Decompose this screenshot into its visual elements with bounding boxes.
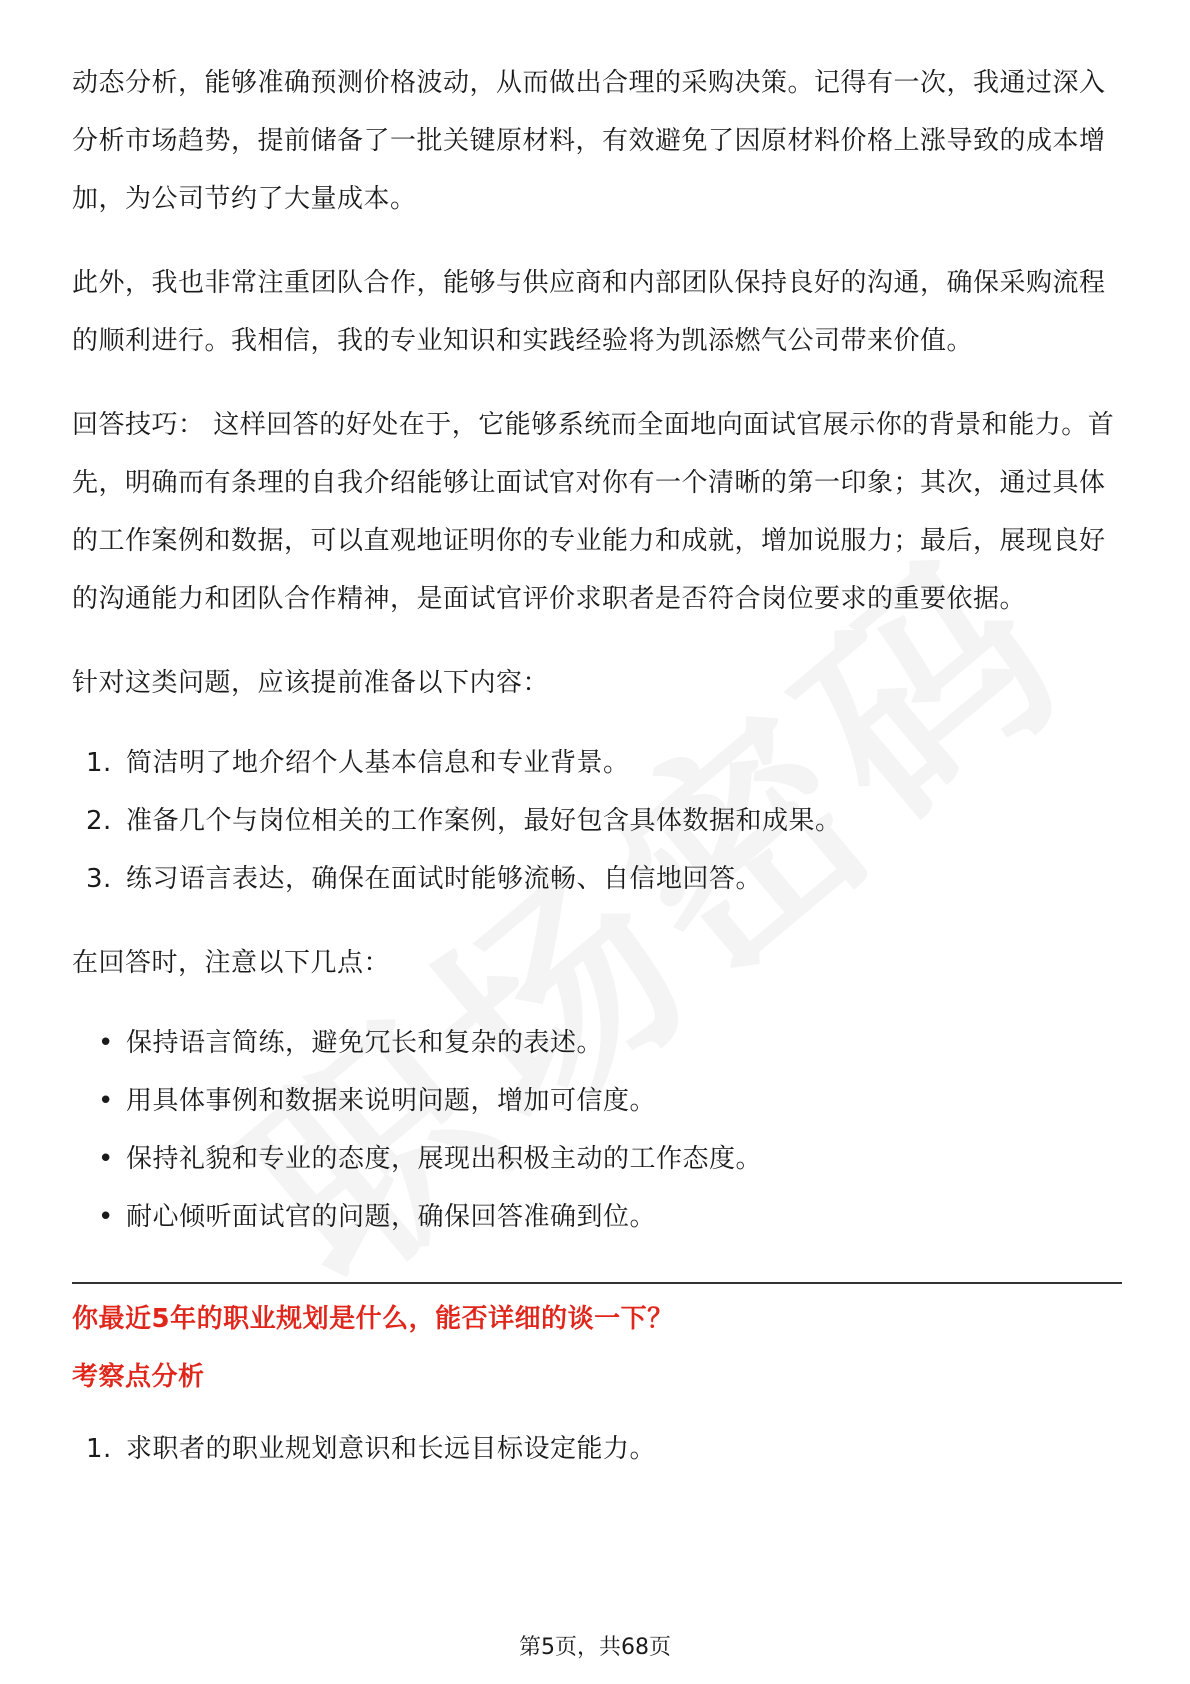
list-item-text: 用具体事例和数据来说明问题，增加可信度。	[126, 1086, 657, 1116]
bullet-icon: •	[98, 1086, 114, 1116]
list-number: 1.	[86, 1434, 112, 1464]
list-item	[72, 792, 1122, 850]
list-item-text: 保持语言简练，避免冗长和复杂的表述。	[126, 1028, 604, 1058]
list-item-text: 求职者的职业规划意识和长远目标设定能力。	[126, 1434, 657, 1464]
question-heading: 你最近5年的职业规划是什么，能否详细的谈一下？	[72, 1304, 674, 1334]
section-divider	[72, 1282, 1122, 1284]
bullet-icon: •	[98, 1028, 114, 1058]
list-item	[72, 1188, 1122, 1246]
paragraph-answer-tips: 回答技巧： 这样回答的好处在于，它能够系统而全面地向面试官展示你的背景和能力。首先，明确而有条理的自我介绍能够让面试官对你有一个清晰的第一印象；其次，通过具体的工作案例和数据，可以直观地证明你的专业能力和成就，增加说服力；最后，展现良好的沟通能力和团队合作精神，是面试官评价求职者是否符合岗位要求的重要依据。	[72, 410, 1115, 614]
list-item	[72, 1420, 1122, 1478]
list-item	[72, 1130, 1122, 1188]
list-number: 1.	[86, 748, 112, 778]
list-item	[72, 1014, 1122, 1072]
paragraph-teamwork: 此外，我也非常注重团队合作，能够与供应商和内部团队保持良好的沟通，确保采购流程的顺利进行。我相信，我的专业知识和实践经验将为凯添燃气公司带来价值。	[72, 268, 1106, 356]
paragraph-experience: 动态分析，能够准确预测价格波动，从而做出合理的采购决策。记得有一次，我通过深入分析市场趋势，提前储备了一批关键原材料，有效避免了因原材料价格上涨导致的成本增加，为公司节约了大量成本。	[72, 68, 1106, 214]
list-item	[72, 734, 1122, 792]
list-item-text: 准备几个与岗位相关的工作案例，最好包含具体数据和成果。	[126, 806, 842, 836]
document-body	[72, 54, 1122, 1504]
tips-list	[72, 1014, 1122, 1246]
list-item-text: 耐心倾听面试官的问题，确保回答准确到位。	[126, 1202, 657, 1232]
analysis-list	[72, 1420, 1122, 1478]
list-item	[72, 850, 1122, 908]
bullet-icon: •	[98, 1144, 114, 1174]
bullet-icon: •	[98, 1202, 114, 1232]
list-item-text: 保持礼貌和专业的态度，展现出积极主动的工作态度。	[126, 1144, 763, 1174]
paragraph-tips-intro: 在回答时，注意以下几点：	[72, 948, 391, 978]
analysis-heading: 考察点分析	[72, 1362, 205, 1392]
paragraph-prep-intro: 针对这类问题，应该提前准备以下内容：	[72, 668, 550, 698]
list-number: 2.	[86, 806, 112, 836]
page-footer: 第5页，共68页	[519, 1635, 671, 1660]
prep-list	[72, 734, 1122, 908]
list-item-text: 简洁明了地介绍个人基本信息和专业背景。	[126, 748, 630, 778]
list-number: 3.	[86, 864, 112, 894]
list-item	[72, 1072, 1122, 1130]
list-item-text: 练习语言表达，确保在面试时能够流畅、自信地回答。	[126, 864, 763, 894]
